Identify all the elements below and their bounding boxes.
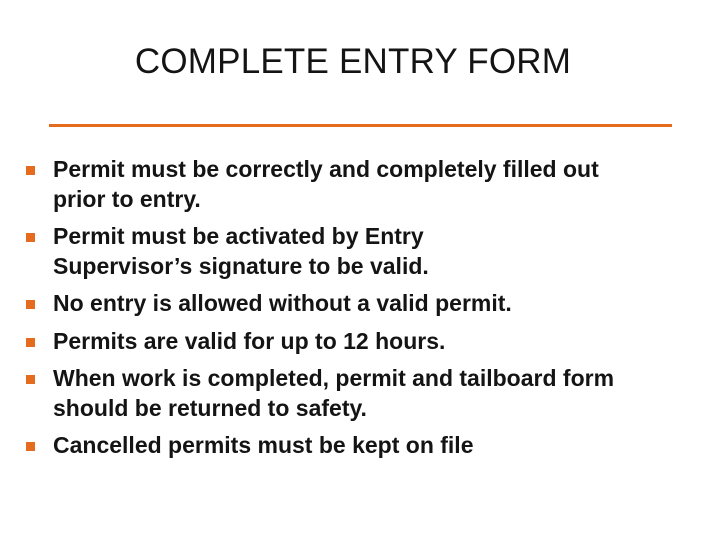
bullet-item bbox=[25, 364, 693, 423]
square-bullet-icon bbox=[26, 300, 35, 309]
bullet-item bbox=[25, 155, 613, 214]
square-bullet-icon bbox=[26, 375, 35, 384]
bullet-item bbox=[25, 289, 693, 319]
title-divider bbox=[49, 124, 672, 127]
bullet-text: Permits are valid for up to 12 hours. bbox=[53, 327, 446, 354]
bullet-item bbox=[25, 431, 693, 461]
bullet-text: Permit must be correctly and completely filled out prior to entry. bbox=[53, 156, 599, 212]
bullet-list bbox=[25, 155, 705, 469]
bullet-text: When work is completed, permit and tailboard form should be returned to safety. bbox=[53, 365, 615, 421]
bullet-item bbox=[25, 222, 533, 281]
bullet-text: Cancelled permits must be kept on file bbox=[53, 432, 474, 458]
square-bullet-icon bbox=[26, 338, 35, 347]
square-bullet-icon bbox=[26, 233, 35, 242]
bullet-text: No entry is allowed without a valid permit. bbox=[53, 290, 512, 316]
square-bullet-icon bbox=[26, 442, 35, 451]
slide-title: COMPLETE ENTRY FORM bbox=[134, 42, 572, 81]
bullet-text: Permit must be activated by Entry Supervisor’s signature to be valid. bbox=[53, 223, 429, 279]
bullet-item bbox=[25, 327, 693, 357]
square-bullet-icon bbox=[26, 166, 35, 175]
